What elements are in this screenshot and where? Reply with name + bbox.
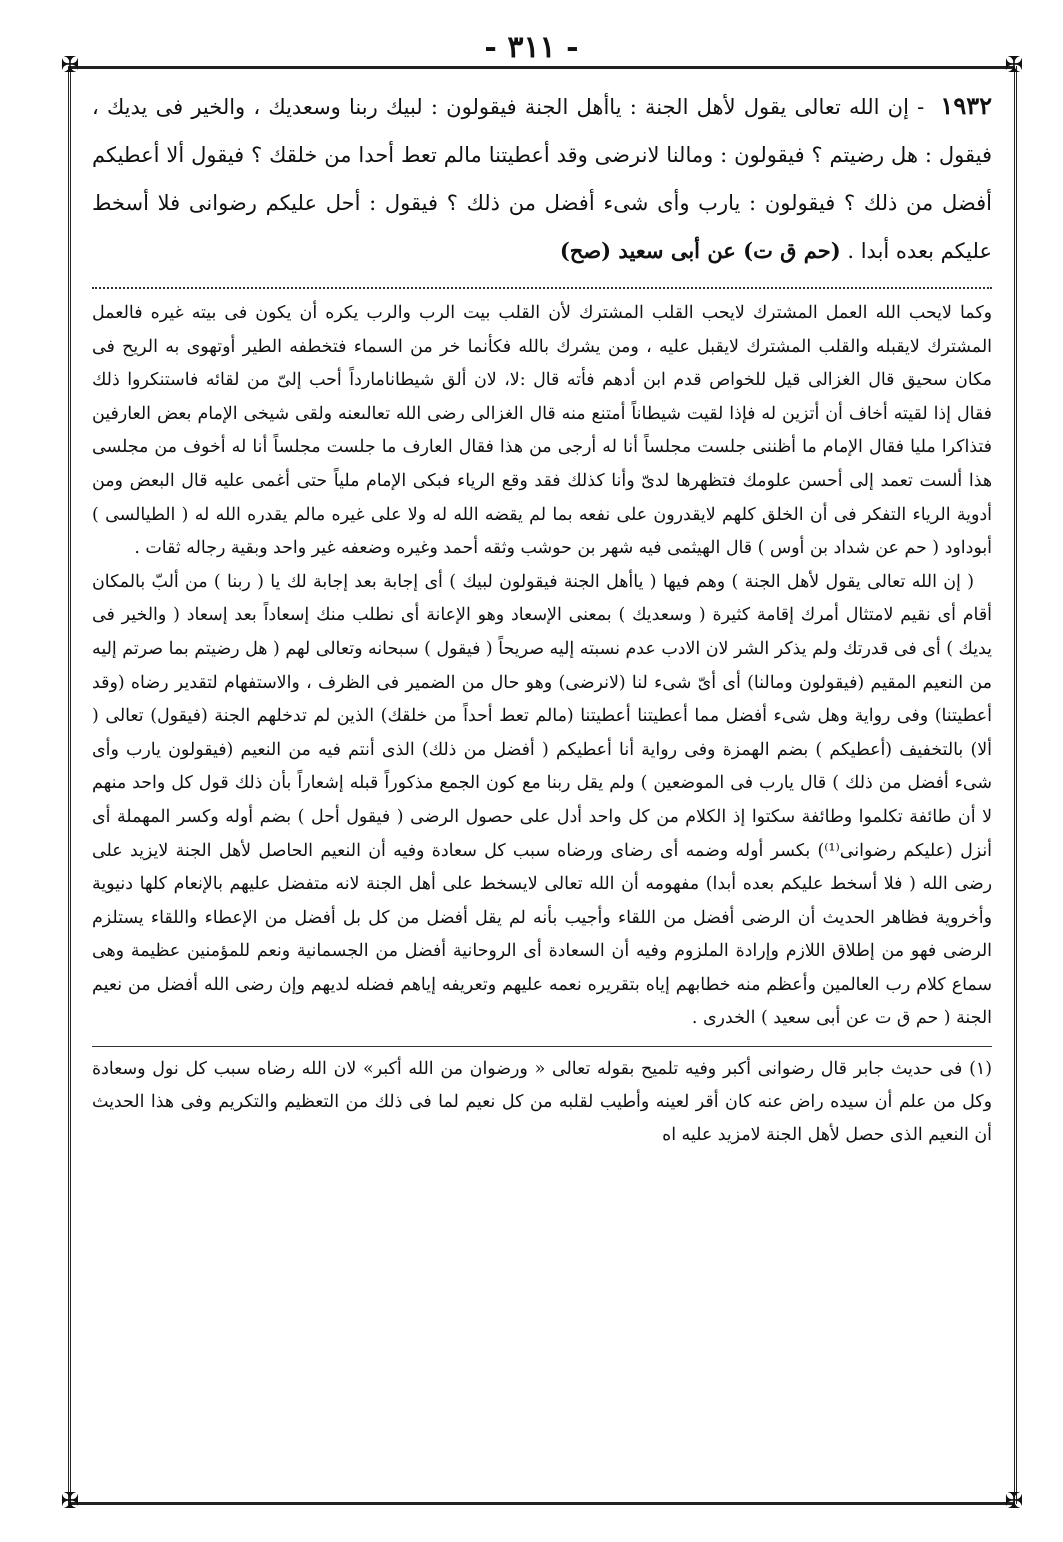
bottom-rule: [68, 1502, 1014, 1505]
corner-ornament-icon: ✠: [60, 53, 80, 78]
corner-ornament-icon: ✠: [1004, 53, 1024, 78]
top-rule: [68, 66, 1014, 69]
footnote-separator: [92, 1046, 992, 1047]
hadith-number: ١٩٣٢: [940, 91, 992, 120]
commentary-paragraph: ( إن الله تعالى يقول لأهل الجنة ) وهم فيها ( ياأهل الجنة فيقولون لبيك ) أى إجابة بعد إجابة لك يا ( ربنا ) من ألبّ بالمكان أقام أى نقيم لامتثال أمرك إقامة كثيرة ( وسعديك ) بمعنى الإسعاد وهو الإعانة أى نطلب منك إسعاداً بعد إسعاد ( والخير فى يديك ) أى فى قدرتك ولم يذكر الشر لان الادب عدم نسبته إليه صريحاً ( فيقول ) سبحانه وتعالى لهم ( هل رضيتم بما صرتم إليه من النعيم المقيم (فيقولون ومالنا) أى أىّ شىء لنا (لانرضى) وهو حال من الضمير فى الظرف ، والاستفهام لتقدير رضاه (وقد أعطيتنا) وفى رواية وهل شىء أفضل مما أعطيتنا أعطيتنا (مالم تعط أحداً من خلقك) الذين لم تدخلهم الجنة (فيقول) تعالى ( ألا) بالتخفيف (أعطيكم ) بضم الهمزة وفى رواية أنا أعطيكم ( أفضل من ذلك) الذى أنتم فيه من النعيم (فيقولون يارب وأى شىء أفضل من ذلك ) قال يارب فى الموضعين ) ولم يقل ربنا مع كون الجمع مذكوراً قبله إشعاراً بأن ذلك قول كل واحد منهم لا أن طائفة تكلموا وطائفة سكتوا إذ الكلام من كل واحد أدل على حصول الرضى ( فيقول أحل ) بضم أوله وكسر المهملة أى أنزل (عليكم رضوانى⁽¹⁾) بكسر أوله وضمه أى رضاى ورضاه سبب كل سعادة وفيه أن النعيم الحاصل لأهل الجنة لايزيد على رضى الله ( فلا أسخط عليكم بعده أبدا) مفهومه أن الله تعالى لايسخط على أهل الجنة لانه متفضل عليهم بالإنعام كلها دنيوية وأخروية فظاهر الحديث أن الرضى أفضل من اللقاء وأجيب بأنه لم يقل أفضل من كل بل أفضل من الإعطاء واللقاء يستلزم الرضى فهو من إطلاق اللازم وإرادة الملزوم وفيه أن السعادة أى الروحانية أفضل من الجسمانية ونعم للمؤمنين عظيمة وهى سماع كلام رب العالمين وأعظم منه خطابهم إياه بتقريره نعمه عليهم وتعريفه إياهم فضله لديهم وإن رضى الله أفضل من نعيم الجنة ( حم ق ت عن أبى سعيد ) الخدرى .: [92, 571, 992, 1029]
corner-ornament-icon: ✠: [60, 1489, 80, 1514]
dotted-separator: [92, 287, 992, 289]
hadith-body: - إن الله تعالى يقول لأهل الجنة : ياأهل الجنة فيقولون : لبيك ربنا وسعديك ، والخير فى يديك ، فيقول : هل رضيتم ؟ فيقولون : ومالنا لانرضى وقد أعطيتنا مالم تعط أحدا من خلقك ؟ فيقول ألا أعطيكم أفضل من ذلك ؟ فيقولون : يارب وأى شىء أفضل من ذلك ؟ فيقول : أحل عليكم رضوانى فلا أسخط عليكم بعده أبدا .: [92, 95, 992, 263]
commentary-paragraph: وكما لايحب الله العمل المشترك لايحب القلب المشترك لأن القلب بيت الرب والرب يكره أن يكون فى بيته غيره فالعمل المشترك لايقبله والقلب المشترك لايقبل عليه ، ومن يشرك بالله فكأنما خر من السماء فتخطفه الطير أوتهوى به الريح فى مكان سحيق قال الغزالى قيل للخواص قدم ابن أدهم فأته قال :لا، لان ألق شيطانامارداً أحب إلىّ من لقائه فاستنكروا ذلك فقال إذا لقيته أخاف أن أتزين له فإذا لقيت شيطاناً أمتنع منه قال الغزالى رضى الله تعالىعنه ولقى شيخى الإمام بعض العارفين فتذاكرا مليا فقال الإمام ما أظننى جلست مجلساً أنا له أرجى من هذا فقال العارف ما جلست مجلساً أنا له أخوف من مجلسى هذا ألست تعمد إلى أحسن علومك فتظهرها لدىّ وأنا كذلك فقد وقع الرياء فبكى الإمام ملياً حتى أغمى عليه قال البعض ومن أدوية الرياء التفكر فى أن الخلق كلهم لايقدرون على نفعه بما لم يقضه الله له ولا على غيره مالم يقدره الله له ( الطيالسى ) أبوداود ( حم عن شداد بن أوس ) قال الهيثمى فيه شهر بن حوشب وثقه أحمد وغيره وضعفه غير واحد وبقية رجاله ثقات .: [92, 303, 992, 559]
page-number: - ٣١١ -: [484, 30, 579, 65]
hadith-source: (حم ق ت) عن أبى سعيد (صح): [559, 238, 841, 263]
page-content: [92, 82, 992, 1152]
footnote: (١) فى حديث جابر قال رضوانى أكبر وفيه تلميح بقوله تعالى « ورضوان من الله أكبر» لان الله رضاه سبب كل نول وسعادة وكل من علم أن سيده راض عنه كان أقر لعينه وأطيب لقلبه من كل نعيم لما فى ذلك من التعظيم والتكريم وفى هذا الحديث أن النعيم الذى حصل لأهل الجنة لامزيد عليه اه: [92, 1059, 993, 1146]
hadith-text: [92, 82, 992, 275]
corner-ornament-icon: ✠: [1004, 1489, 1024, 1514]
